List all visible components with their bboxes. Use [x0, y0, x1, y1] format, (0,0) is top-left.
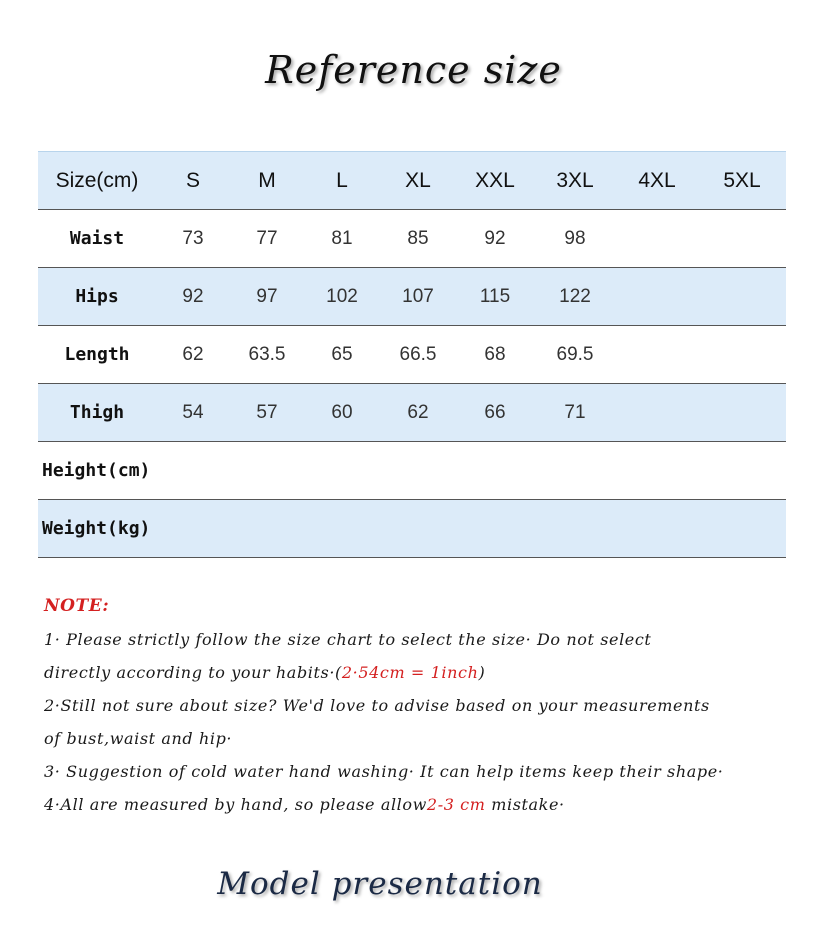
table-cell: 69.5	[534, 326, 616, 384]
table-cell: 63.5	[230, 326, 304, 384]
table-cell	[616, 384, 698, 442]
note-text: 4·All are measured by hand, so please allow	[44, 795, 427, 814]
page-title: Reference size	[265, 48, 562, 92]
table-cell: 92	[456, 210, 534, 268]
table-cell	[380, 442, 456, 500]
table-cell	[698, 500, 786, 558]
table-row-height	[38, 442, 786, 500]
notes-heading: NOTE:	[44, 596, 110, 616]
table-cell: 107	[380, 268, 456, 326]
note-highlight: 2·54cm = 1inch	[341, 663, 479, 682]
row-label-thigh: Thigh	[38, 384, 156, 442]
table-row-waist	[38, 210, 786, 268]
header-cell-s: S	[156, 152, 230, 210]
table-row-weight	[38, 500, 786, 558]
header-cell-xl: XL	[380, 152, 456, 210]
header-cell-m: M	[230, 152, 304, 210]
note-line-1: 1· Please strictly follow the size chart to select the size· Do not select	[44, 630, 652, 649]
header-cell-xxl: XXL	[456, 152, 534, 210]
table-cell	[456, 442, 534, 500]
table-cell	[698, 210, 786, 268]
table-cell: 54	[156, 384, 230, 442]
table-cell: 122	[534, 268, 616, 326]
note-line-3: 2·Still not sure about size? We'd love to advise based on your measurements	[44, 696, 710, 715]
note-highlight: 2-3 cm	[426, 795, 486, 814]
table-cell: 65	[304, 326, 380, 384]
table-cell: 60	[304, 384, 380, 442]
table-cell	[616, 500, 698, 558]
table-cell	[304, 500, 380, 558]
table-cell	[616, 210, 698, 268]
table-cell: 68	[456, 326, 534, 384]
table-cell	[616, 442, 698, 500]
table-cell	[534, 442, 616, 500]
note-line-4: of bust,waist and hip·	[44, 729, 233, 748]
table-cell	[698, 326, 786, 384]
table-cell: 102	[304, 268, 380, 326]
table-cell: 92	[156, 268, 230, 326]
table-cell: 85	[380, 210, 456, 268]
header-cell-3xl: 3XL	[534, 152, 616, 210]
table-cell	[698, 442, 786, 500]
note-line-2	[44, 656, 784, 689]
row-label-height: Height(cm)	[38, 442, 156, 500]
row-label-weight: Weight(kg)	[38, 500, 156, 558]
note-text: directly according to your habits·(	[44, 663, 342, 682]
table-row-thigh	[38, 384, 786, 442]
note-line-5: 3· Suggestion of cold water hand washing· It can help items keep their shape·	[44, 762, 724, 781]
table-cell	[698, 384, 786, 442]
table-row-length	[38, 326, 786, 384]
table-cell: 97	[230, 268, 304, 326]
header-cell-l: L	[304, 152, 380, 210]
table-cell: 81	[304, 210, 380, 268]
table-cell: 62	[156, 326, 230, 384]
table-cell: 73	[156, 210, 230, 268]
table-cell	[304, 442, 380, 500]
table-cell: 66.5	[380, 326, 456, 384]
note-text: mistake·	[485, 795, 565, 814]
table-cell	[156, 442, 230, 500]
table-cell	[456, 500, 534, 558]
table-cell	[380, 500, 456, 558]
table-cell: 71	[534, 384, 616, 442]
table-cell: 98	[534, 210, 616, 268]
table-cell: 115	[456, 268, 534, 326]
notes-section	[44, 590, 784, 821]
table-cell: 57	[230, 384, 304, 442]
table-cell	[534, 500, 616, 558]
note-line-6	[44, 788, 784, 821]
header-cell-size: Size(cm)	[38, 152, 156, 210]
header-cell-5xl: 5XL	[698, 152, 786, 210]
table-cell	[616, 326, 698, 384]
table-cell	[230, 442, 304, 500]
table-row-hips	[38, 268, 786, 326]
row-label-waist: Waist	[38, 210, 156, 268]
table-cell: 77	[230, 210, 304, 268]
table-header-row	[38, 152, 786, 210]
table-cell	[156, 500, 230, 558]
row-label-length: Length	[38, 326, 156, 384]
model-presentation-title: Model presentation	[217, 866, 543, 902]
table-cell	[230, 500, 304, 558]
table-cell	[698, 268, 786, 326]
table-cell	[616, 268, 698, 326]
table-cell: 62	[380, 384, 456, 442]
header-cell-4xl: 4XL	[616, 152, 698, 210]
table-cell: 66	[456, 384, 534, 442]
row-label-hips: Hips	[38, 268, 156, 326]
size-chart-table	[38, 151, 786, 558]
note-text: )	[478, 663, 486, 682]
